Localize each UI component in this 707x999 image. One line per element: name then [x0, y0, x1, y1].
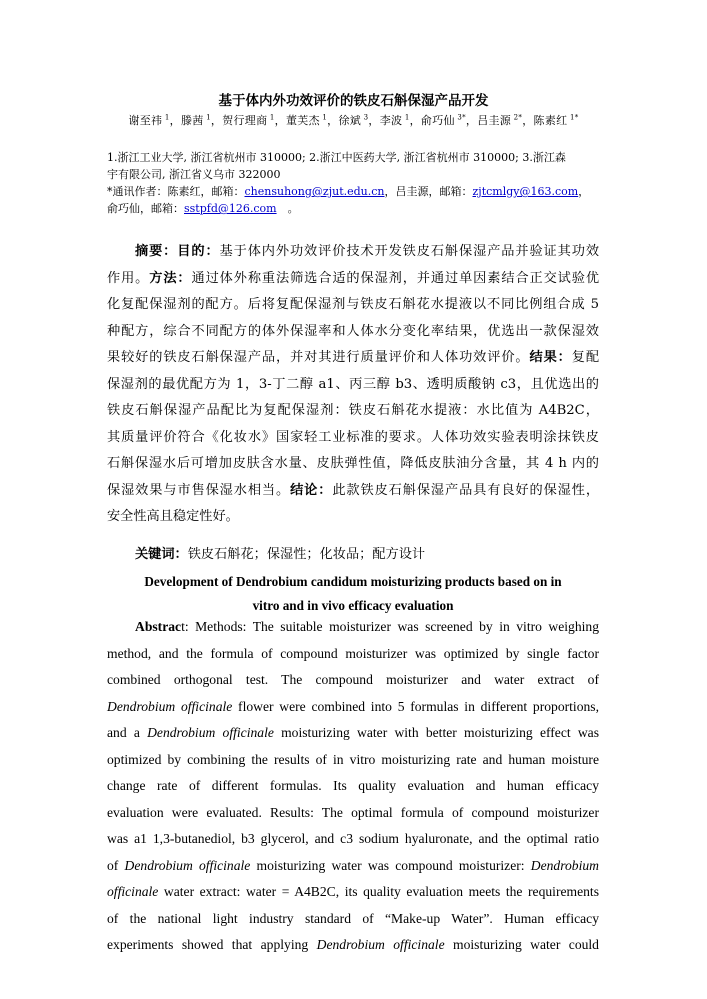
- author-name: 董芙杰: [285, 114, 320, 127]
- abstract-line: 种配方，综合不同配方的体外保湿率和人体水分变化率结果，优选出一款保湿效: [107, 323, 599, 339]
- author-name: 李波: [379, 114, 403, 127]
- abstract-line: 果较好的铁皮石斛保湿产品，并对其进行质量评价和人体功效评价。结果：复配: [107, 350, 600, 365]
- affiliations: [107, 149, 607, 217]
- abstract-line: method, and the formula of compound moisturizer was optimized by single factor: [107, 645, 599, 661]
- author: [534, 114, 579, 127]
- affiliation-mark: 2*: [511, 113, 523, 122]
- affiliation-line: 宇有限公司, 浙江省义乌市 322000: [107, 168, 281, 181]
- abstract-line: 保湿效果与市售保湿水相当。结论：此款铁皮石斛保湿产品具有良好的保湿性，: [107, 482, 600, 498]
- email-link[interactable]: zjtcmlgy@163.com: [472, 185, 579, 198]
- chinese-abstract: [107, 239, 599, 531]
- abstract-line: combined orthogonal test. The compound moisturizer and water extract of: [107, 672, 599, 687]
- affiliation-mark: 3: [361, 113, 369, 122]
- author-name: 吕圭源: [477, 114, 512, 127]
- affiliation-mark: 1: [203, 113, 211, 122]
- author: [338, 114, 368, 127]
- abstract-line: evaluation were evaluated. Results: The optimal formula of compound moisturizer: [107, 804, 599, 820]
- abstract-line: change rate of different formulas. Its quality evaluation and human efficacy: [107, 778, 599, 793]
- abstract-line: of the national light industry standard of “Make-up Water”. Human efficacy: [107, 910, 599, 926]
- author: [128, 114, 169, 127]
- affiliation-line: 1.浙江工业大学, 浙江省杭州市 310000; 2.浙江中医药大学, 浙江省杭州市 310000; 3.浙江森: [107, 151, 566, 164]
- affiliation-mark: 1: [402, 113, 410, 122]
- abstract-line: experiments showed that applying Dendrobium officinale moisturizing water could: [107, 937, 599, 952]
- author-separator: ，: [327, 114, 339, 127]
- author-separator: ，: [465, 114, 478, 127]
- author: [421, 114, 466, 127]
- abstract-line: 安全性高且稳定性好。: [107, 509, 239, 524]
- email-link[interactable]: chensuhong@zjut.edu.cn: [244, 185, 385, 198]
- affiliation-mark: 3*: [454, 113, 466, 122]
- affiliation-mark: 1: [319, 113, 328, 122]
- author-name: 贺行理商: [222, 114, 268, 127]
- author-name: 俞巧仙: [420, 114, 455, 127]
- paper-title: 基于体内外功效评价的铁皮石斛保湿产品开发: [218, 93, 489, 109]
- english-abstract: [107, 614, 599, 959]
- abstract-line: Abstract: Methods: The suitable moisturizer was screened by in vitro weighing: [135, 619, 599, 634]
- abstract-line: officinale water extract: water = A4B2C, its quality evaluation meets the requirements: [107, 884, 599, 899]
- author-separator: ，: [169, 114, 181, 127]
- abstract-line: 作用。方法：通过体外称重法筛选合适的保湿剂，并通过单因素结合正交试验优: [107, 270, 600, 286]
- abstract-line: 其质量评价符合《化妆水》国家轻工业标准的要求。人体功效实验表明涂抹铁皮: [107, 429, 599, 445]
- abstract-line: Dendrobium officinale flower were combined into 5 formulas in different proportions,: [107, 698, 599, 714]
- abstract-line: 化复配保湿剂的配方。后将复配保湿剂与铁皮石斛花水提液以不同比例组合成 5: [107, 297, 599, 312]
- author-separator: ，: [522, 114, 534, 127]
- author-name: 滕茜: [180, 114, 204, 127]
- author: [477, 114, 522, 127]
- abstract-line: and a Dendrobium officinale moisturizing water with better moisturizing effect was: [107, 725, 599, 740]
- author-separator: ，: [409, 114, 421, 127]
- author: [181, 114, 211, 127]
- author: [222, 114, 274, 127]
- author-name: 谢至祎: [128, 114, 163, 127]
- abstract-line: of Dendrobium officinale moisturizing water was compound moisturizer: Dendrobium: [107, 857, 599, 873]
- author-separator: ，: [368, 114, 380, 127]
- abstract-line: 铁皮石斛保湿产品配比为复配保湿剂：铁皮石斛花水提液：水比值为 A4B2C，: [107, 403, 599, 418]
- affiliation-mark: 1: [267, 113, 275, 122]
- author: [286, 114, 327, 127]
- english-title: Development of Dendrobium candidum moisturizing products based on in vitro and in vivo efficacy evaluation: [144, 574, 562, 613]
- abstract-line: 摘要：目的：基于体内外功效评价技术开发铁皮石斛保湿产品并验证其功效: [135, 244, 600, 259]
- affiliation-mark: 1: [162, 113, 170, 122]
- abstract-line: optimized by combining the results of in vitro moisturizing rate and human moisture: [107, 751, 599, 767]
- author: [380, 114, 410, 127]
- author-list: [0, 112, 707, 128]
- abstract-line: 石斛保湿水后可增加皮肤含水量、皮肤弹性值，降低皮肤油分含量，其 4 h 内的: [107, 456, 599, 471]
- corresponding-authors: *通讯作者：陈素红，邮箱：chensuhong@zjut.edu.cn，吕圭源，邮箱：zjtcmlgy@163.com，: [107, 185, 590, 198]
- affiliation-mark: 1*: [567, 113, 579, 122]
- email-link[interactable]: sstpfd@126.com: [184, 202, 277, 215]
- abstract-line: 保湿剂的最优配方为 1，3-丁二醇 a1、丙三醇 b3、透明质酸钠 c3，且优选出的: [107, 376, 599, 392]
- author-separator: ，: [274, 114, 286, 127]
- author-name: 陈素红: [533, 114, 568, 127]
- keywords: 关键词：铁皮石斛花；保湿性；化妆品；配方设计: [135, 547, 426, 562]
- author-separator: ，: [210, 114, 223, 127]
- abstract-line: was a1 1,3-butanediol, b3 glycerol, and c3 sodium hyaluronate, and the optimal ratio: [107, 831, 599, 846]
- author-name: 徐斌: [338, 114, 362, 127]
- corresponding-authors: 俞巧仙，邮箱：sstpfd@126.com 。: [107, 202, 299, 215]
